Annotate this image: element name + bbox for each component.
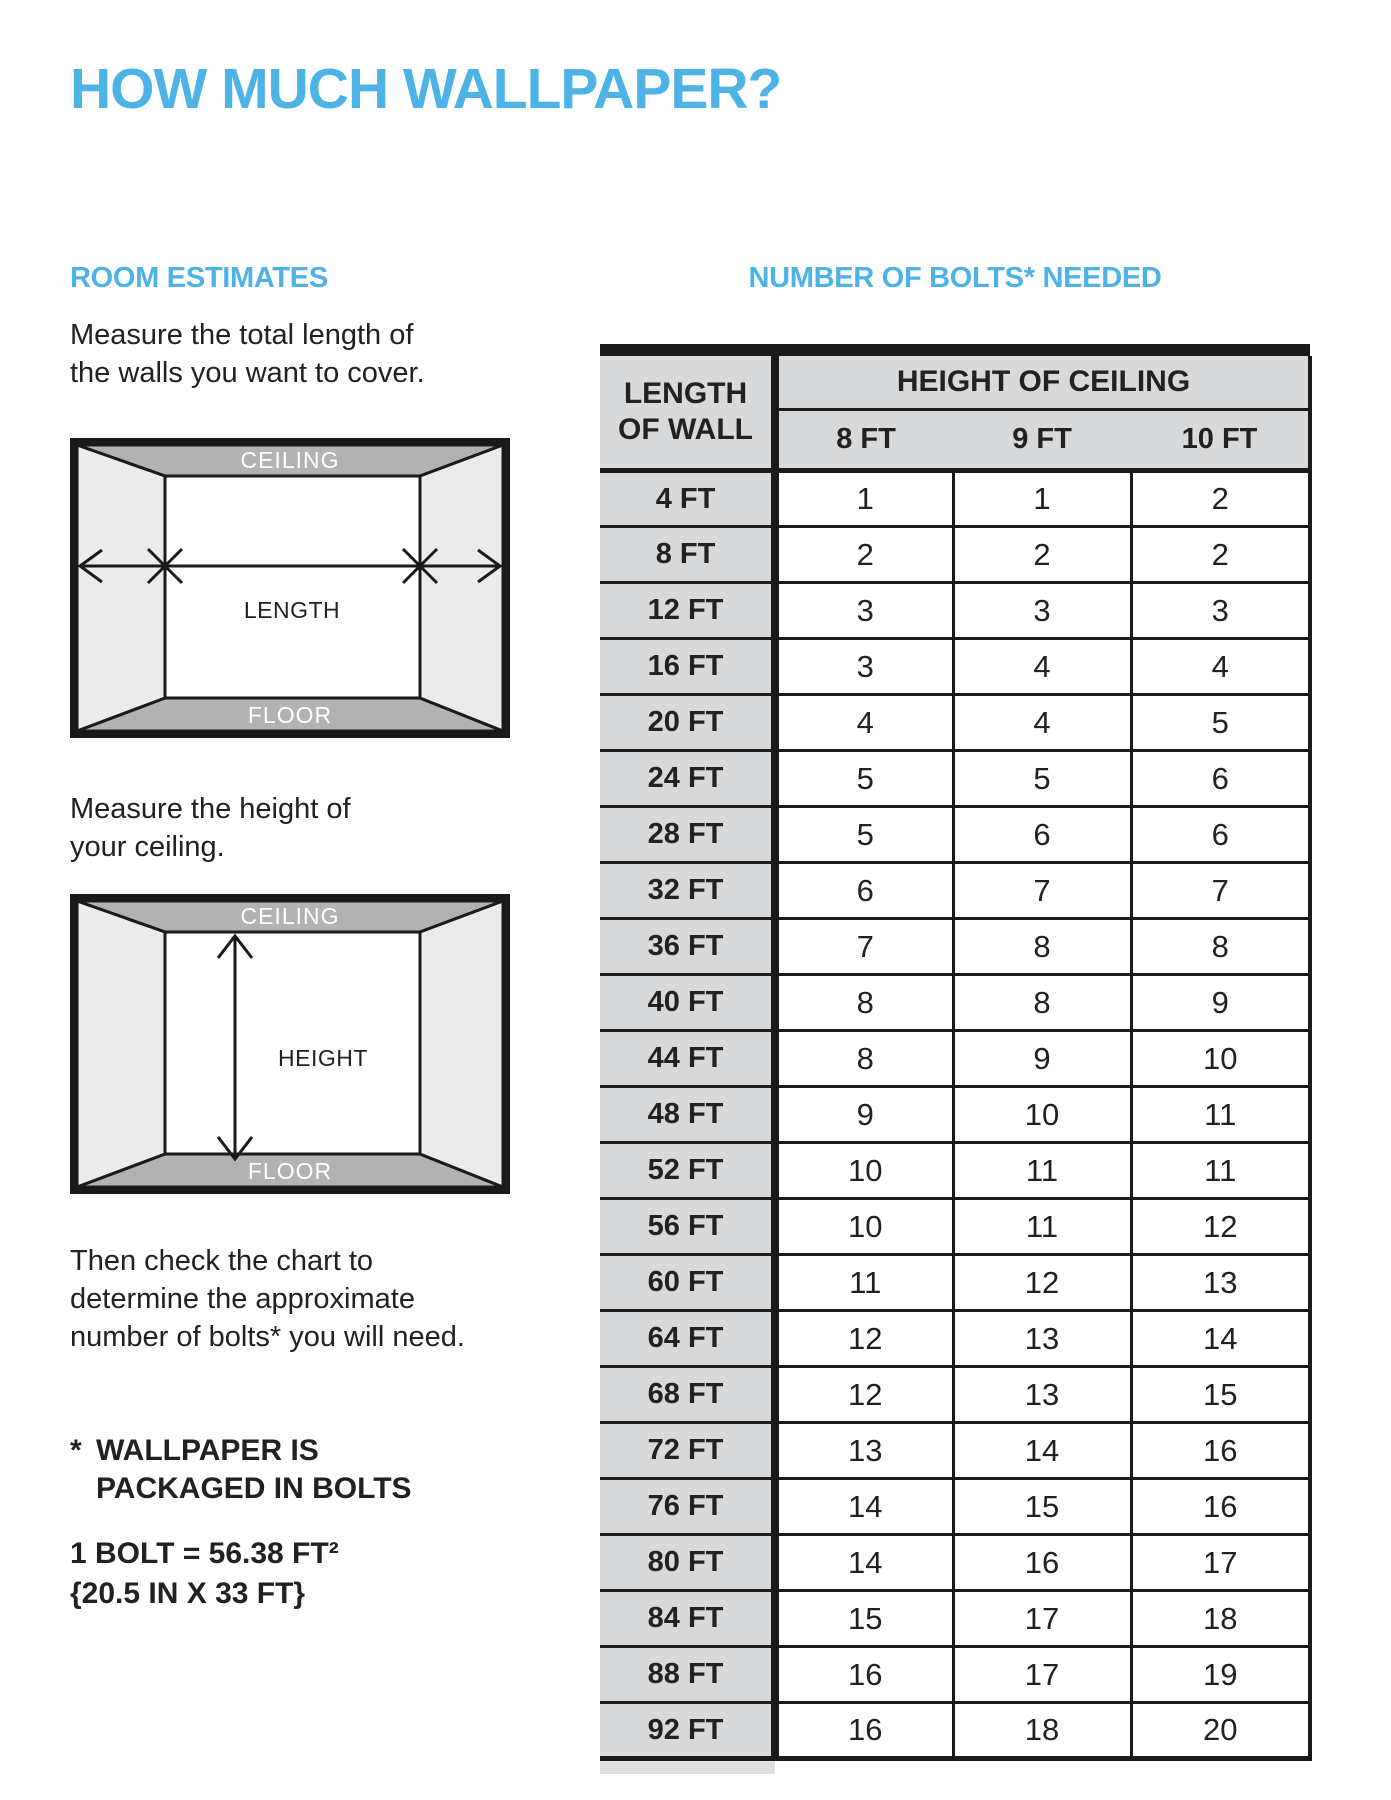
bolt-count-cell: 18 xyxy=(1131,1591,1310,1647)
table-row xyxy=(600,1087,1310,1143)
bolt-count-cell: 7 xyxy=(775,919,953,975)
table-row xyxy=(600,1199,1310,1255)
column-header-10ft: 10 FT xyxy=(1131,410,1310,471)
bolt-size-line: 1 BOLT = 56.38 FT² xyxy=(70,1537,339,1570)
bolt-count-cell: 14 xyxy=(1131,1311,1310,1367)
table-row xyxy=(600,1647,1310,1703)
wall-length-label: 40 FT xyxy=(600,975,775,1031)
bolt-count-cell: 1 xyxy=(953,471,1131,527)
bolt-count-cell: 10 xyxy=(1131,1031,1310,1087)
bolt-count-cell: 17 xyxy=(953,1647,1131,1703)
label-column-underhang xyxy=(600,1761,775,1774)
bolt-table-body xyxy=(600,471,1310,1759)
table-row xyxy=(600,1311,1310,1367)
bolt-count-cell: 20 xyxy=(1131,1703,1310,1759)
height-label: HEIGHT xyxy=(278,1045,368,1071)
bolt-count-cell: 16 xyxy=(775,1703,953,1759)
instruction-line: Measure the height of xyxy=(70,793,351,825)
floor-label: FLOOR xyxy=(247,702,333,728)
bolt-count-cell: 18 xyxy=(953,1703,1131,1759)
bolt-count-cell: 9 xyxy=(1131,975,1310,1031)
wall-length-label: 84 FT xyxy=(600,1591,775,1647)
wall-length-label: 72 FT xyxy=(600,1423,775,1479)
wall-length-label: 48 FT xyxy=(600,1087,775,1143)
bolt-count-cell: 11 xyxy=(1131,1087,1310,1143)
instruction-line: number of bolts* you will need. xyxy=(70,1321,465,1353)
bolts-table-section xyxy=(600,344,1310,1774)
wall-length-label: 44 FT xyxy=(600,1031,775,1087)
table-row xyxy=(600,1031,1310,1087)
bolt-count-cell: 13 xyxy=(953,1367,1131,1423)
bolt-count-cell: 7 xyxy=(953,863,1131,919)
bolt-count-cell: 19 xyxy=(1131,1647,1310,1703)
wall-length-label: 8 FT xyxy=(600,527,775,583)
bolt-count-cell: 9 xyxy=(775,1087,953,1143)
bolts-table xyxy=(600,356,1312,1761)
bolt-count-cell: 10 xyxy=(953,1087,1131,1143)
back-wall xyxy=(165,476,420,698)
wall-length-label: 36 FT xyxy=(600,919,775,975)
footnote-line: WALLPAPER IS xyxy=(96,1434,319,1467)
table-row xyxy=(600,1479,1310,1535)
right-wall xyxy=(420,901,503,1187)
table-row xyxy=(600,639,1310,695)
table-row xyxy=(600,1143,1310,1199)
left-wall xyxy=(77,901,165,1187)
bolt-count-cell: 14 xyxy=(775,1479,953,1535)
column-header-9ft: 9 FT xyxy=(953,410,1131,471)
footnote-line: PACKAGED IN BOLTS xyxy=(96,1472,412,1505)
wall-length-label: 52 FT xyxy=(600,1143,775,1199)
table-row xyxy=(600,471,1310,527)
left-wall xyxy=(77,445,165,731)
bolt-size-info xyxy=(70,1534,530,1614)
wall-length-label: 80 FT xyxy=(600,1535,775,1591)
bolt-count-cell: 16 xyxy=(1131,1423,1310,1479)
bolt-count-cell: 11 xyxy=(775,1255,953,1311)
bolt-count-cell: 10 xyxy=(775,1199,953,1255)
instruction-check-chart xyxy=(70,1242,530,1356)
bolt-count-cell: 6 xyxy=(953,807,1131,863)
column-header-8ft: 8 FT xyxy=(775,410,953,471)
instruction-measure-length xyxy=(70,316,530,392)
bolt-count-cell: 12 xyxy=(1131,1199,1310,1255)
bolt-count-cell: 3 xyxy=(953,583,1131,639)
asterisk: * xyxy=(70,1434,82,1467)
bolt-size-line: {20.5 IN X 33 FT} xyxy=(70,1577,306,1610)
bolt-count-cell: 4 xyxy=(1131,639,1310,695)
bolt-count-cell: 2 xyxy=(1131,471,1310,527)
ceiling-label: CEILING xyxy=(240,447,340,473)
bolt-count-cell: 11 xyxy=(1131,1143,1310,1199)
bolt-count-cell: 11 xyxy=(953,1199,1131,1255)
instruction-line: your ceiling. xyxy=(70,831,225,863)
table-row xyxy=(600,919,1310,975)
table-row xyxy=(600,583,1310,639)
bolt-count-cell: 8 xyxy=(1131,919,1310,975)
table-row xyxy=(600,1703,1310,1759)
bolt-count-cell: 10 xyxy=(775,1143,953,1199)
ceiling-label: CEILING xyxy=(240,903,340,929)
instruction-line: the walls you want to cover. xyxy=(70,357,425,389)
floor-label: FLOOR xyxy=(247,1158,333,1184)
table-row xyxy=(600,1255,1310,1311)
bolt-count-cell: 5 xyxy=(1131,695,1310,751)
bolt-count-cell: 2 xyxy=(1131,527,1310,583)
bolt-count-cell: 13 xyxy=(775,1423,953,1479)
footnote-text xyxy=(96,1432,412,1508)
height-of-ceiling-header: HEIGHT OF CEILING xyxy=(775,356,1310,410)
bolt-count-cell: 9 xyxy=(953,1031,1131,1087)
bolt-count-cell: 12 xyxy=(775,1311,953,1367)
length-of-wall-header xyxy=(600,356,775,471)
bolt-count-cell: 3 xyxy=(1131,583,1310,639)
table-row xyxy=(600,527,1310,583)
table-top-bar xyxy=(600,344,1310,356)
bolt-count-cell: 2 xyxy=(775,527,953,583)
bolt-count-cell: 12 xyxy=(775,1367,953,1423)
bolt-count-cell: 4 xyxy=(953,639,1131,695)
bolt-count-cell: 8 xyxy=(775,975,953,1031)
bolt-count-cell: 8 xyxy=(775,1031,953,1087)
bolt-count-cell: 8 xyxy=(953,975,1131,1031)
instruction-line: determine the approximate xyxy=(70,1283,415,1315)
table-row xyxy=(600,751,1310,807)
bolt-count-cell: 11 xyxy=(953,1143,1131,1199)
bolt-count-cell: 4 xyxy=(953,695,1131,751)
bolt-count-cell: 12 xyxy=(953,1255,1131,1311)
bolt-count-cell: 6 xyxy=(775,863,953,919)
wall-length-label: 60 FT xyxy=(600,1255,775,1311)
bolt-count-cell: 13 xyxy=(1131,1255,1310,1311)
wall-length-label: 16 FT xyxy=(600,639,775,695)
bolt-count-cell: 2 xyxy=(953,527,1131,583)
wall-length-label: 64 FT xyxy=(600,1311,775,1367)
wall-length-label: 68 FT xyxy=(600,1367,775,1423)
bolt-count-cell: 14 xyxy=(775,1535,953,1591)
room-height-diagram xyxy=(70,894,510,1194)
bolt-count-cell: 17 xyxy=(953,1591,1131,1647)
table-row xyxy=(600,1591,1310,1647)
right-wall xyxy=(420,445,503,731)
bolt-count-cell: 1 xyxy=(775,471,953,527)
table-row xyxy=(600,807,1310,863)
instruction-line: Then check the chart to xyxy=(70,1245,374,1277)
bolt-count-cell: 8 xyxy=(953,919,1131,975)
table-row xyxy=(600,1367,1310,1423)
bolts-table-header xyxy=(600,356,1310,471)
bolt-count-cell: 16 xyxy=(775,1647,953,1703)
bolt-count-cell: 15 xyxy=(953,1479,1131,1535)
table-row xyxy=(600,1535,1310,1591)
bolt-count-cell: 13 xyxy=(953,1311,1131,1367)
wall-length-label: 4 FT xyxy=(600,471,775,527)
table-row xyxy=(600,1423,1310,1479)
bolt-count-cell: 6 xyxy=(1131,751,1310,807)
page-title: HOW MUCH WALLPAPER? xyxy=(70,57,782,121)
bolt-count-cell: 16 xyxy=(953,1535,1131,1591)
bolt-count-cell: 5 xyxy=(775,751,953,807)
wall-length-label: 12 FT xyxy=(600,583,775,639)
room-estimates-heading: ROOM ESTIMATES xyxy=(70,262,328,294)
wall-length-label: 20 FT xyxy=(600,695,775,751)
bolt-count-cell: 7 xyxy=(1131,863,1310,919)
bolt-count-cell: 3 xyxy=(775,639,953,695)
left-column xyxy=(70,316,530,1614)
wall-length-label: 92 FT xyxy=(600,1703,775,1759)
bolt-count-cell: 3 xyxy=(775,583,953,639)
table-row xyxy=(600,863,1310,919)
back-wall xyxy=(165,932,420,1154)
bolt-count-cell: 16 xyxy=(1131,1479,1310,1535)
bolt-count-cell: 5 xyxy=(775,807,953,863)
corner-header-line: OF WALL xyxy=(618,413,753,446)
bolt-count-cell: 4 xyxy=(775,695,953,751)
room-length-diagram xyxy=(70,438,510,738)
instruction-line: Measure the total length of xyxy=(70,319,414,351)
wall-length-label: 32 FT xyxy=(600,863,775,919)
bolt-count-cell: 6 xyxy=(1131,807,1310,863)
wall-length-label: 28 FT xyxy=(600,807,775,863)
bolt-count-cell: 15 xyxy=(1131,1367,1310,1423)
table-row xyxy=(600,975,1310,1031)
wall-length-label: 24 FT xyxy=(600,751,775,807)
corner-header-line: LENGTH xyxy=(623,377,748,410)
bolts-needed-heading: NUMBER OF BOLTS* NEEDED xyxy=(748,262,1162,294)
wall-length-label: 88 FT xyxy=(600,1647,775,1703)
table-row xyxy=(600,695,1310,751)
bolt-count-cell: 15 xyxy=(775,1591,953,1647)
wall-length-label: 76 FT xyxy=(600,1479,775,1535)
bolt-count-cell: 5 xyxy=(953,751,1131,807)
bolt-count-cell: 17 xyxy=(1131,1535,1310,1591)
instruction-measure-height xyxy=(70,790,530,866)
wallpaper-bolts-footnote xyxy=(70,1432,530,1508)
bolt-count-cell: 14 xyxy=(953,1423,1131,1479)
length-label: LENGTH xyxy=(243,597,341,623)
wall-length-label: 56 FT xyxy=(600,1199,775,1255)
